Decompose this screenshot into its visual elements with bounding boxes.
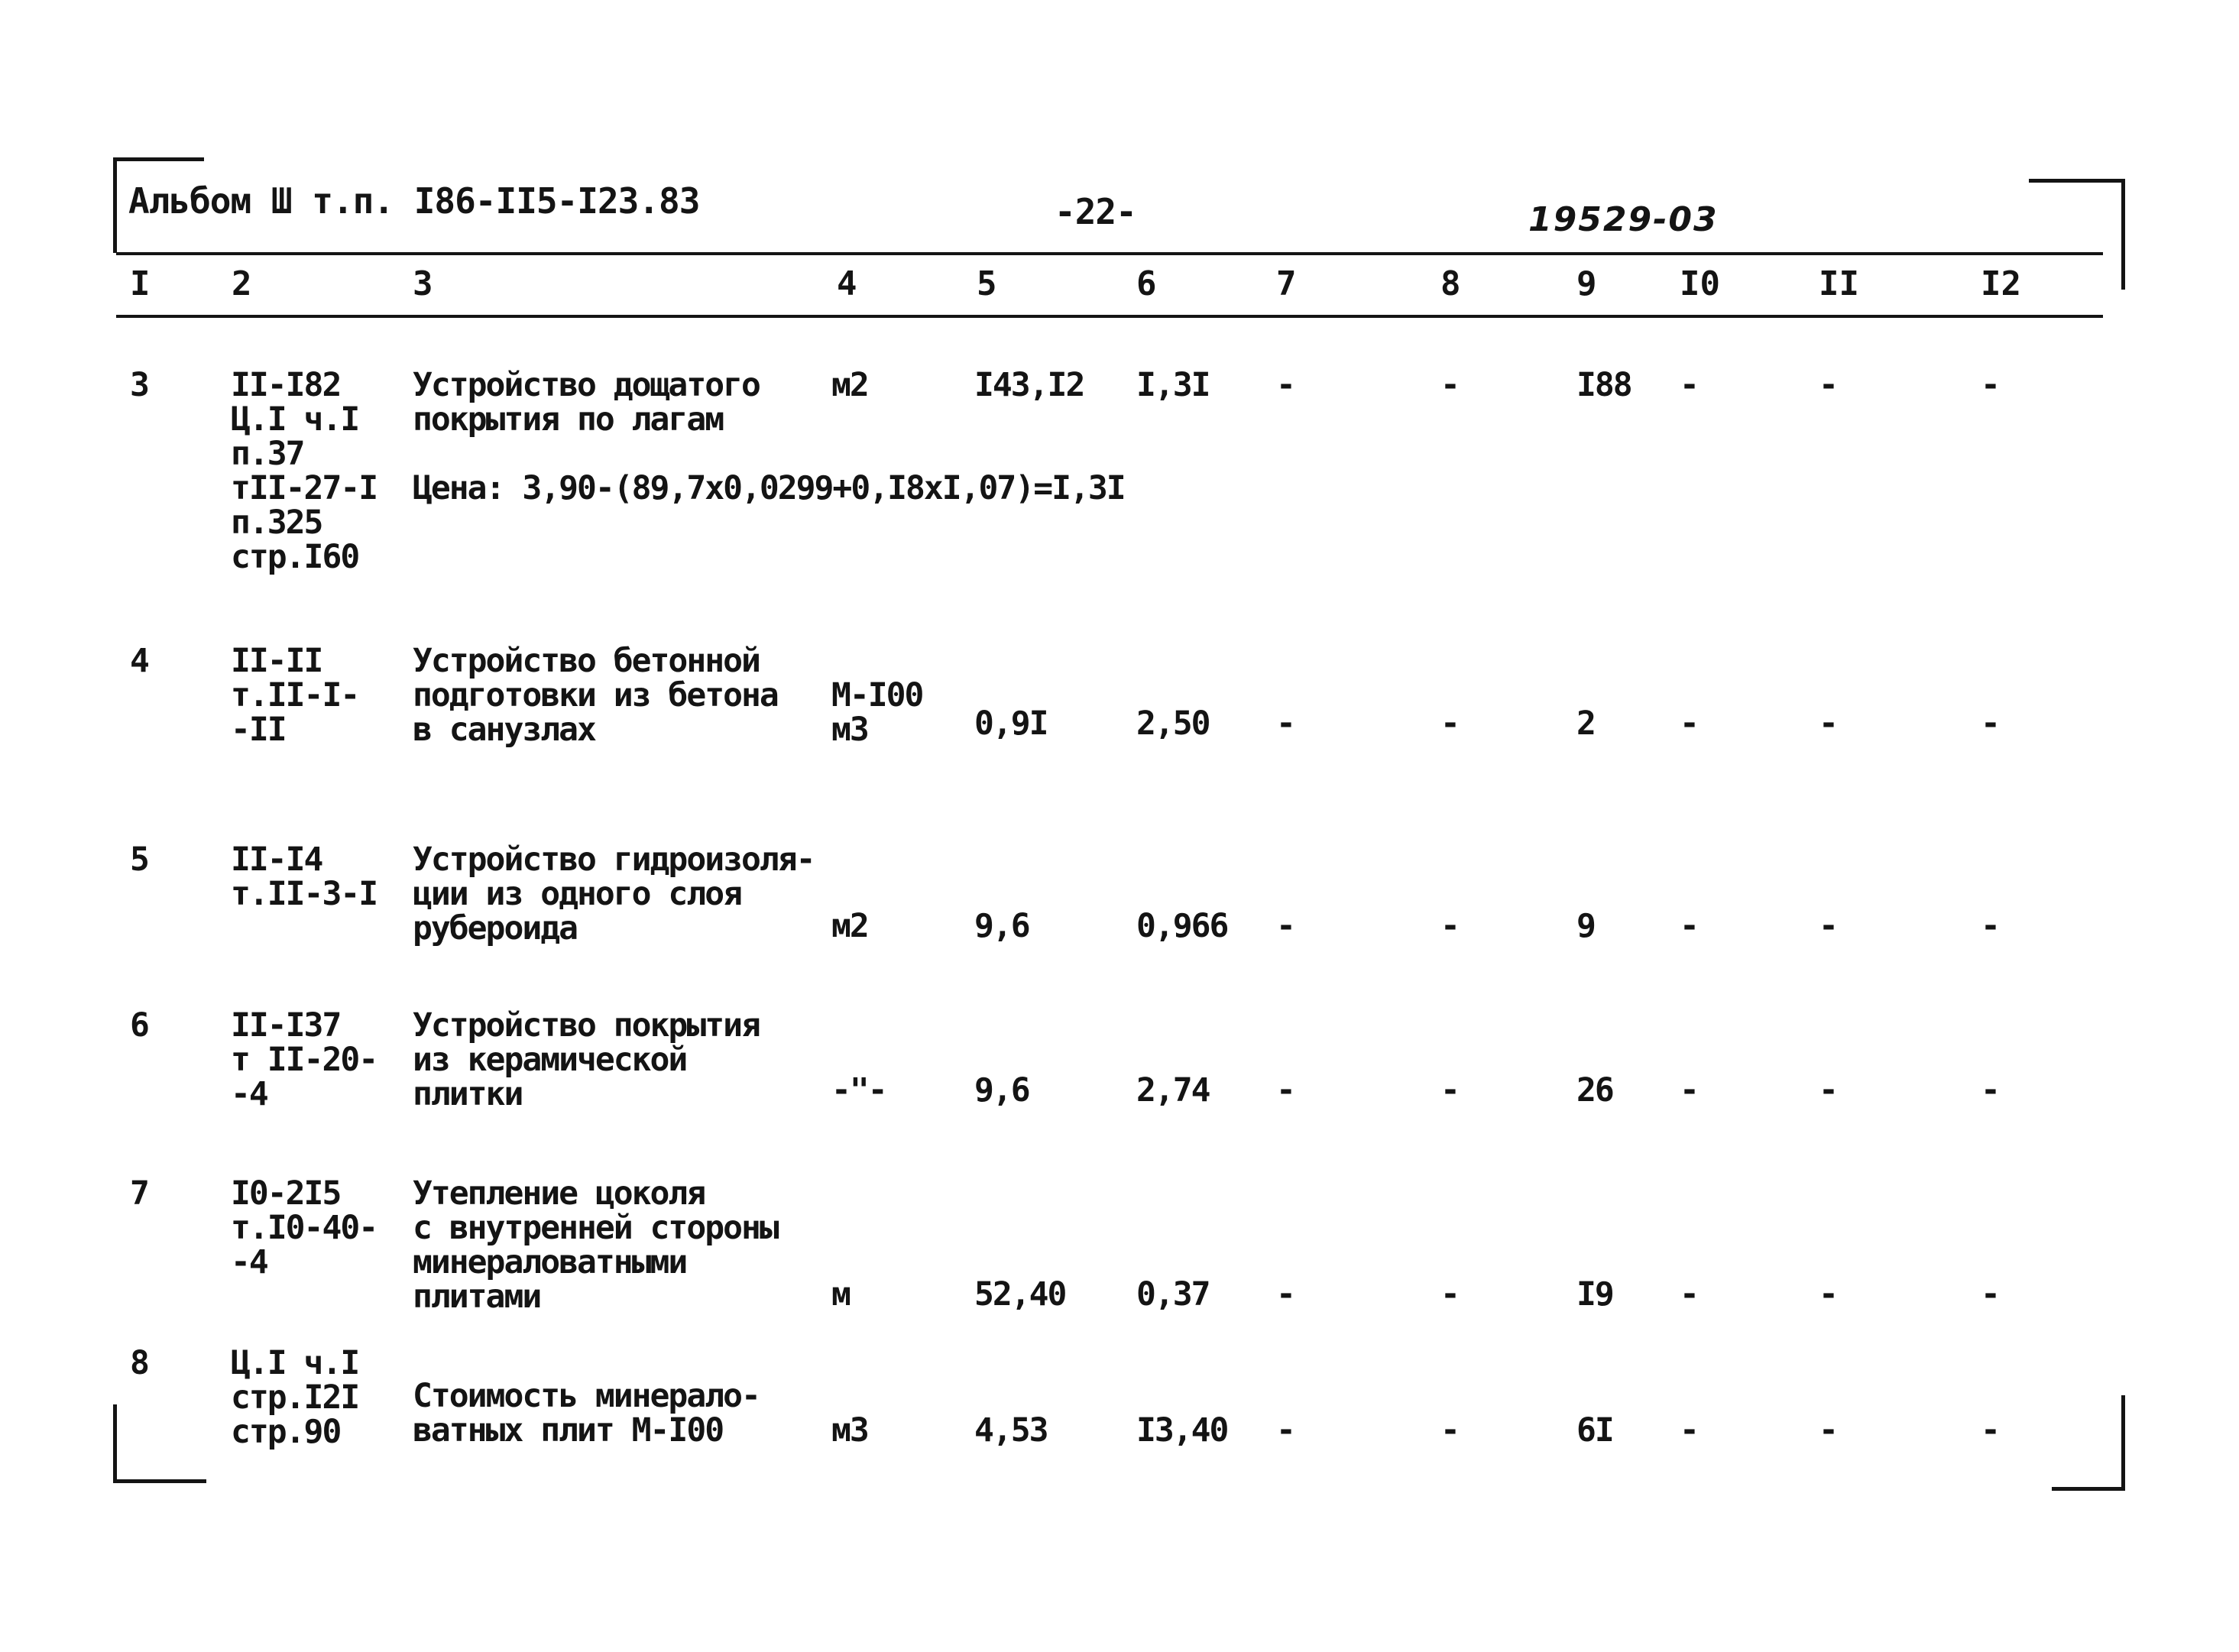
- col-8-value: -: [1440, 1275, 1459, 1314]
- col-10-value: -: [1680, 1071, 1698, 1109]
- quantity: 0,9I: [974, 705, 1048, 743]
- unit: М-I00 м3: [831, 676, 923, 749]
- row-number: 3: [130, 366, 148, 404]
- total-cost: 26: [1576, 1071, 1613, 1109]
- col-head-6: 6: [1136, 264, 1157, 303]
- unit-cost: I,3I: [1136, 366, 1210, 404]
- quantity: 9,6: [974, 907, 1029, 945]
- work-description: Утепление цоколя с внутренней стороны минераловатными плитами: [413, 1174, 778, 1316]
- col-7-value: -: [1276, 1411, 1294, 1450]
- work-description: Устройство бетонной подготовки из бетона в санузлах: [413, 642, 778, 749]
- col-7-value: -: [1276, 1275, 1294, 1314]
- quantity: I43,I2: [974, 366, 1084, 404]
- col-10-value: -: [1680, 366, 1698, 404]
- frame-top-left-horizontal: [116, 157, 204, 161]
- col-10-value: -: [1680, 907, 1698, 945]
- row-number: 4: [130, 642, 148, 680]
- row-number: 7: [130, 1174, 148, 1213]
- quantity: 52,40: [974, 1275, 1066, 1314]
- unit: м: [831, 1275, 850, 1314]
- unit: м2: [831, 907, 868, 945]
- col-12-value: -: [1981, 705, 1999, 743]
- unit: м3: [831, 1411, 868, 1450]
- frame-top-right-vertical: [2121, 179, 2125, 290]
- unit: -"-: [831, 1071, 886, 1109]
- col-11-value: -: [1819, 705, 1837, 743]
- total-cost: I88: [1576, 366, 1631, 404]
- total-cost: I9: [1576, 1275, 1613, 1314]
- work-description: Устройство покрытия из керамической плитки: [413, 1006, 760, 1113]
- unit-cost: 0,966: [1136, 907, 1228, 945]
- header-rule-bottom: [116, 315, 2103, 318]
- col-head-2: 2: [232, 264, 252, 303]
- page-number: -22-: [1055, 191, 1136, 232]
- work-description: Устройство гидроизоля- ции из одного слоя рубероида: [413, 841, 815, 947]
- col-12-value: -: [1981, 1275, 1999, 1314]
- row-number: 8: [130, 1344, 148, 1382]
- quantity: 9,6: [974, 1071, 1029, 1109]
- col-7-value: -: [1276, 1071, 1294, 1109]
- row-number: 6: [130, 1006, 148, 1045]
- col-11-value: -: [1819, 1071, 1837, 1109]
- unit-cost: I3,40: [1136, 1411, 1228, 1450]
- price-formula: Цена: 3,90-(89,7x0,0299+0,I8xI,07)=I,3I: [413, 469, 1125, 507]
- frame-bottom-left-vertical: [113, 1404, 117, 1482]
- quantity: 4,53: [974, 1411, 1048, 1450]
- work-description: Стоимость минерало- ватных плит М-I00: [413, 1377, 760, 1450]
- album-title: Альбом Ш т.п. I86-II5-I23.83: [128, 180, 700, 222]
- total-cost: 6I: [1576, 1411, 1613, 1450]
- frame-top-left-vertical: [113, 157, 117, 253]
- unit: м2: [831, 366, 868, 404]
- norm-code: II-I82 Ц.I ч.I п.37 тII-27-I п.325 стр.I60: [231, 366, 377, 576]
- norm-code: II-I4 т.II-3-I: [231, 841, 377, 913]
- col-head-1: I: [130, 264, 151, 303]
- col-7-value: -: [1276, 907, 1294, 945]
- unit-cost: 2,74: [1136, 1071, 1210, 1109]
- col-head-10: I0: [1680, 264, 1720, 303]
- col-head-7: 7: [1276, 264, 1297, 303]
- col-8-value: -: [1440, 1071, 1459, 1109]
- col-12-value: -: [1981, 907, 1999, 945]
- col-8-value: -: [1440, 366, 1459, 404]
- total-cost: 2: [1576, 705, 1595, 743]
- col-head-11: II: [1819, 264, 1859, 303]
- work-description: Устройство дощатого покрытия по лагам: [413, 366, 760, 439]
- col-11-value: -: [1819, 907, 1837, 945]
- col-7-value: -: [1276, 705, 1294, 743]
- col-head-5: 5: [977, 264, 997, 303]
- norm-code: II-I37 т II-20- -4: [231, 1006, 377, 1113]
- frame-top-right-horizontal: [2029, 179, 2124, 183]
- frame-bottom-left-horizontal: [113, 1479, 206, 1483]
- row-number: 5: [130, 841, 148, 879]
- col-head-8: 8: [1440, 264, 1461, 303]
- col-12-value: -: [1981, 366, 1999, 404]
- col-head-12: I2: [1981, 264, 2021, 303]
- norm-code: I0-2I5 т.I0-40- -4: [231, 1174, 377, 1281]
- col-7-value: -: [1276, 366, 1294, 404]
- col-11-value: -: [1819, 1275, 1837, 1314]
- col-10-value: -: [1680, 1411, 1698, 1450]
- frame-bottom-right-vertical: [2121, 1395, 2125, 1490]
- total-cost: 9: [1576, 907, 1595, 945]
- norm-code: II-II т.II-I- -II: [231, 642, 359, 749]
- header-rule-top: [116, 252, 2103, 255]
- frame-bottom-right-horizontal: [2052, 1487, 2125, 1491]
- col-head-3: 3: [413, 264, 433, 303]
- unit-cost: 2,50: [1136, 705, 1210, 743]
- col-head-9: 9: [1576, 264, 1597, 303]
- col-11-value: -: [1819, 1411, 1837, 1450]
- norm-code: Ц.I ч.I стр.I2I стр.90: [231, 1344, 359, 1451]
- col-12-value: -: [1981, 1071, 1999, 1109]
- col-11-value: -: [1819, 366, 1837, 404]
- doc-number: 19529-03: [1528, 200, 1719, 239]
- col-8-value: -: [1440, 1411, 1459, 1450]
- col-10-value: -: [1680, 705, 1698, 743]
- unit-cost: 0,37: [1136, 1275, 1210, 1314]
- col-10-value: -: [1680, 1275, 1698, 1314]
- col-12-value: -: [1981, 1411, 1999, 1450]
- col-8-value: -: [1440, 705, 1459, 743]
- col-head-4: 4: [837, 264, 857, 303]
- col-8-value: -: [1440, 907, 1459, 945]
